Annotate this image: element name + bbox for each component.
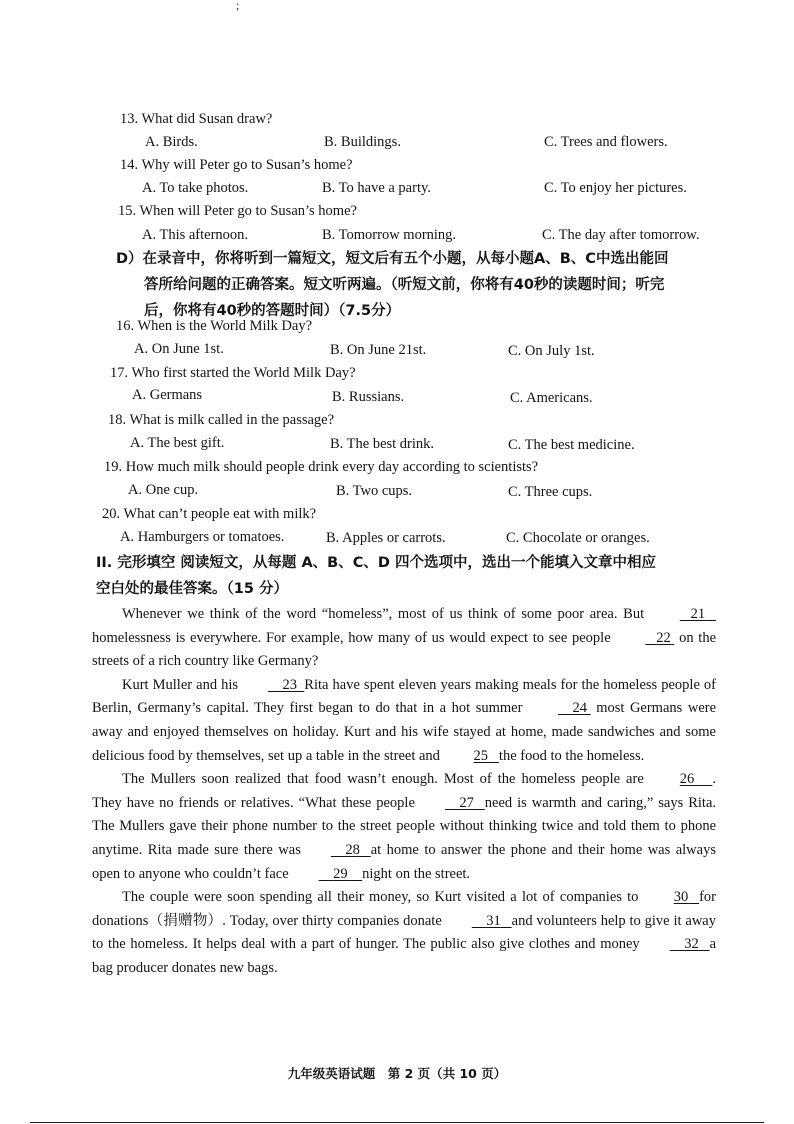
option-c: C. The best medicine. <box>508 437 635 453</box>
passage-text: for donations（捐赠物）. Today, over thirty companies donate <box>92 889 716 929</box>
option-a: A. Birds. <box>145 134 198 150</box>
option-c: C. The day after tomorrow. <box>542 227 700 243</box>
blank-22: 22 <box>656 629 671 646</box>
paragraph-1 <box>92 603 716 674</box>
instruction-line: D）在录音中，你将听到一篇短文，短文后有五个小题，从每小题A、B、C中选出能回 <box>116 251 669 267</box>
option-b: B. The best drink. <box>330 436 435 452</box>
option-b: B. Tomorrow morning. <box>322 227 457 243</box>
option-c: C. To enjoy her pictures. <box>544 180 687 196</box>
passage-text: Kurt Muller and his <box>122 676 239 693</box>
blank-24: 24 <box>572 700 587 717</box>
option-a: A. This afternoon. <box>142 227 249 243</box>
bottom-divider <box>30 1122 764 1123</box>
question-text: 15. When will Peter go to Susan’s home? <box>118 203 357 219</box>
passage-text: on the streets of a rich country like Germany? <box>92 629 717 670</box>
option-a: A. Germans <box>132 387 203 403</box>
instruction-line: 答所给问题的正确答案。短文听两遍。（听短文前，你将有40秒的读题时间；听完 <box>144 277 665 293</box>
option-c: C. Three cups. <box>508 484 593 500</box>
option-a: A. Hamburgers or tomatoes. <box>120 529 285 545</box>
passage-text: most Germans were away and enjoyed themselves on holiday. Kurt and his wife stayed at home, made sandwiches and some delicious food by themselves, set up a table in the street and <box>92 700 717 764</box>
option-a: A. One cup. <box>128 482 199 498</box>
blank-23: 23 <box>282 676 298 693</box>
option-a: A. The best gift. <box>130 435 225 451</box>
passage-text: homelessness is everywhere. For example, how many of us would expect to see people <box>92 629 611 646</box>
passage-text: . They have no friends or relatives. “What these people <box>92 771 717 811</box>
instruction-line: 后，你将有40秒的答题时间）（7.5分） <box>144 303 401 319</box>
option-b: B. Russians. <box>332 389 405 405</box>
blank-26: 26 <box>679 771 695 788</box>
blank-27: 27 <box>459 794 474 811</box>
section-ii-instructions <box>96 550 726 602</box>
question-text: 17. Who first started the World Milk Day? <box>110 365 356 381</box>
passage-text: night on the street. <box>362 865 471 882</box>
passage-text: Rita have spent eleven years making meals for the homeless people of Berlin, Germany’s capital. They first began to do that in a hot summer <box>92 676 717 717</box>
option-b: B. Apples or carrots. <box>326 530 446 546</box>
paragraph-4 <box>92 886 716 980</box>
passage-text: the food to the homeless. <box>498 747 645 764</box>
scan-mark: ; <box>236 0 240 12</box>
blank-32: 32 <box>684 936 699 953</box>
option-a: A. On June 1st. <box>134 341 224 357</box>
passage-text: The couple were soon spending all their money, so Kurt visited a lot of companies to <box>122 889 639 906</box>
question-text: 14. Why will Peter go to Susan’s home? <box>120 157 353 173</box>
page-footer: 九年级英语试题 第 2 页（共 10 页） <box>287 1066 507 1081</box>
option-c: C. Americans. <box>510 390 593 406</box>
section-d-instructions <box>116 246 716 324</box>
question-text: 19. How much milk should people drink every day according to scientists? <box>104 459 539 475</box>
option-b: B. Buildings. <box>324 134 401 150</box>
question-text: 16. When is the World Milk Day? <box>116 318 313 334</box>
option-a: A. To take photos. <box>142 180 249 196</box>
passage-text: Whenever we think of the word “homeless”, most of us think of some poor area. But <box>122 606 645 622</box>
question-text: 18. What is milk called in the passage? <box>108 412 335 428</box>
cloze-passage <box>92 603 716 981</box>
option-c: C. On July 1st. <box>508 343 595 359</box>
option-c: C. Trees and flowers. <box>544 134 668 150</box>
paragraph-3 <box>92 768 716 886</box>
passage-text: and volunteers help to give it away to the homeless. It helps deal with a part of hunger. The public also give clothes and money <box>92 912 716 953</box>
question-text: 20. What can’t people eat with milk? <box>102 506 317 522</box>
instruction-line: II. 完形填空 阅读短文，从每题 A、B、C、D 四个选项中，选出一个能填入文章中相应 <box>96 555 656 571</box>
option-b: B. To have a party. <box>322 180 431 196</box>
blank-29: 29 <box>333 865 348 882</box>
option-b: B. Two cups. <box>336 483 413 499</box>
blank-28: 28 <box>345 841 360 858</box>
question-text: 13. What did Susan draw? <box>120 111 273 127</box>
instruction-line: 空白处的最佳答案。（15 分） <box>96 581 288 597</box>
option-b: B. On June 21st. <box>330 342 427 358</box>
blank-31: 31 <box>486 912 501 929</box>
blank-25: 25 <box>473 747 489 764</box>
passage-text: at home to answer the phone and their home was always open to anyone who couldn’t face <box>92 841 716 882</box>
option-c: C. Chocolate or oranges. <box>506 530 650 546</box>
paragraph-2 <box>92 674 716 768</box>
passage-text: need is warmth and caring,” says Rita. The Mullers gave their phone number to the street people without thinking twice and told them to phone anytime. Rita made sure there was <box>92 794 717 858</box>
blank-30: 30 <box>673 889 689 906</box>
passage-text: a bag producer donates new bags. <box>92 936 716 976</box>
blank-21: 21 <box>690 606 706 622</box>
passage-text: The Mullers soon realized that food wasn’t enough. Most of the homeless people are <box>122 771 644 788</box>
